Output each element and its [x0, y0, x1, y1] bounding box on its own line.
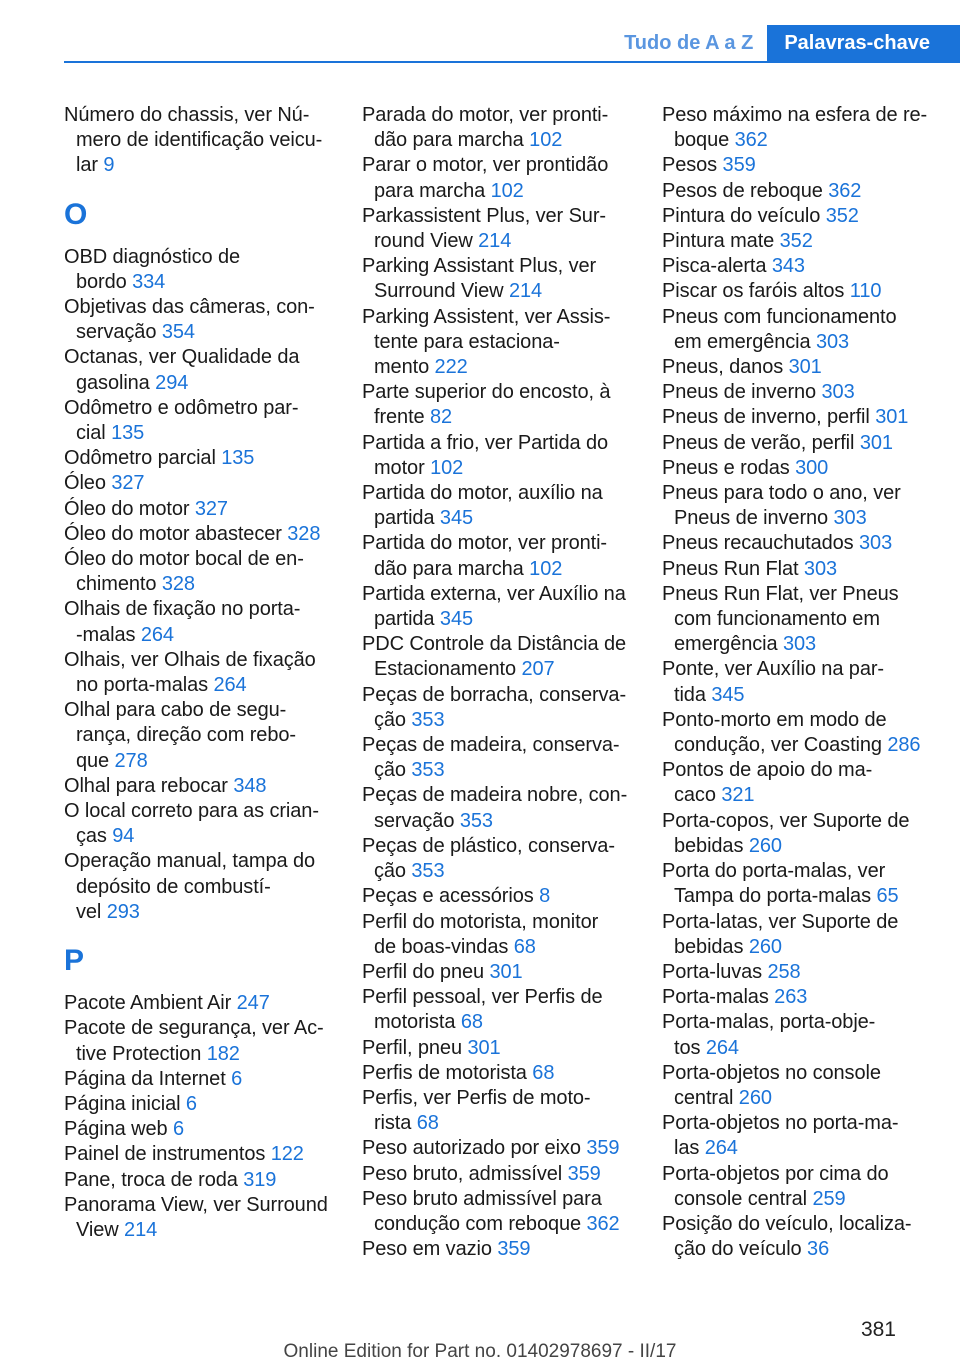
index-entry: [362, 1136, 637, 1161]
index-entry-text: Peças de madeira, conserva‐ ção: [362, 734, 620, 782]
index-entry: [362, 254, 637, 304]
page-reference-link[interactable]: 68: [416, 1112, 439, 1135]
index-entry: [662, 405, 930, 430]
index-entry: [362, 683, 637, 733]
page-reference-link[interactable]: 300: [795, 456, 829, 479]
index-entry: [662, 910, 930, 960]
index-entry-text: OBD diagnóstico de bordo: [64, 245, 241, 293]
index-entry-text: Pneus e rodas: [662, 456, 796, 479]
index-entry: [662, 380, 930, 405]
page-reference-link[interactable]: 8: [539, 885, 551, 908]
index-entry-text: Pneus para todo o ano, ver Pneus de inverno: [662, 482, 901, 530]
index-entry: [362, 783, 637, 833]
index-entry: [662, 355, 930, 380]
index-entry-text: Peso bruto, admissível: [362, 1162, 568, 1185]
index-entry: [662, 809, 930, 859]
index-entry-text: Perfil, pneu: [362, 1036, 468, 1059]
page-reference-link[interactable]: 362: [734, 129, 768, 152]
index-entry-text: Octanas, ver Qualidade da gasolina: [64, 346, 300, 394]
page-reference-link[interactable]: 303: [816, 330, 850, 353]
index-entry: [64, 547, 339, 597]
index-entry: [64, 849, 339, 925]
index-entry: [362, 1237, 637, 1262]
index-entry-text: O local correto para as crian‐ ças: [64, 800, 319, 848]
page-reference-link[interactable]: 345: [711, 683, 745, 706]
index-entry: [662, 1162, 930, 1212]
page-reference-link[interactable]: 321: [721, 784, 755, 807]
page-reference-link[interactable]: 301: [467, 1036, 501, 1059]
page-reference-link[interactable]: 264: [140, 623, 174, 646]
index-entry-text: Óleo do motor: [64, 497, 195, 520]
index-entry-text: Porta-objetos no porta-ma‐ las: [662, 1112, 899, 1160]
index-entry-text: Odômetro e odômetro par‐ cial: [64, 396, 299, 445]
page-reference-link[interactable]: 301: [489, 960, 523, 983]
index-entry: [64, 774, 339, 799]
page-reference-link[interactable]: 353: [411, 759, 445, 782]
page-reference-link[interactable]: 102: [430, 456, 464, 479]
page-reference-link[interactable]: 214: [124, 1218, 158, 1241]
page-reference-link[interactable]: 263: [774, 986, 808, 1009]
index-entry-text: Pneus, danos: [662, 356, 789, 379]
page-reference-link[interactable]: 359: [497, 1238, 531, 1261]
index-entry: [662, 153, 930, 178]
index-entry: [64, 1168, 339, 1193]
index-entry-text: Perfis de motorista: [362, 1061, 533, 1084]
page-reference-link[interactable]: 354: [161, 321, 195, 344]
index-entry-text: Número do chassis, ver Nú‐ mero de identificação veicu‐ lar: [64, 104, 323, 177]
index-entry: [662, 481, 930, 531]
page-reference-link[interactable]: 214: [478, 230, 512, 253]
index-entry: [362, 632, 637, 682]
index-entry: [662, 1212, 930, 1262]
index-entry-text: Óleo: [64, 472, 112, 495]
index-entry: [362, 481, 637, 531]
page-reference-link[interactable]: 303: [821, 381, 855, 404]
header-divider: [64, 61, 960, 63]
index-entry-text: Olhal para rebocar: [64, 774, 234, 797]
index-entry-text: Pneus com funcionamento em emergência: [662, 305, 897, 353]
index-entry: [64, 799, 339, 849]
index-entry-text: Pacote de segurança, ver Ac‐ tive Protection: [64, 1017, 324, 1065]
index-entry: [662, 254, 930, 279]
page-reference-link[interactable]: 278: [114, 749, 148, 772]
index-entry-text: Parking Assistant Plus, ver Surround View: [362, 255, 597, 303]
index-entry-text: Porta do porta-malas, ver Tampa do porta-malas: [662, 860, 886, 908]
page-reference-link[interactable]: 6: [172, 1118, 185, 1141]
index-entry: [64, 1016, 339, 1066]
page-reference-link[interactable]: 301: [859, 431, 893, 454]
index-entry-text: Ponto-morto em modo de condução, ver Coasting: [662, 708, 887, 757]
page-reference-link[interactable]: 303: [859, 532, 893, 555]
page-reference-link[interactable]: 353: [411, 708, 445, 731]
index-entry-text: Porta-copos, ver Suporte de bebidas: [662, 809, 910, 857]
page-reference-link[interactable]: 345: [439, 608, 473, 631]
index-entry-text: Porta-objetos por cima do console central: [662, 1162, 889, 1210]
index-entry: [662, 1010, 930, 1060]
index-entry: [362, 531, 637, 581]
index-entry: [64, 497, 339, 522]
page-reference-link[interactable]: 334: [132, 270, 166, 293]
page-reference-link[interactable]: 353: [459, 809, 493, 832]
index-entry: [362, 834, 637, 884]
index-entry-text: Olhal para cabo de segu‐ rança, direção com rebo‐ que: [64, 699, 296, 772]
page-reference-link[interactable]: 94: [112, 825, 135, 848]
page-reference-link[interactable]: 301: [875, 406, 909, 429]
index-entry: [64, 648, 339, 698]
page-reference-link[interactable]: 293: [106, 900, 140, 923]
index-entry: [64, 1117, 339, 1142]
index-entry: [362, 1086, 637, 1136]
index-entry-text: Óleo do motor abastecer: [64, 522, 288, 545]
page-reference-link[interactable]: 286: [887, 734, 921, 757]
index-entry: [362, 985, 637, 1035]
index-entry: [662, 758, 930, 808]
index-entry: [362, 204, 637, 254]
page-reference-link[interactable]: 328: [161, 573, 195, 596]
page-number: 381: [860, 1318, 896, 1341]
page-reference-link[interactable]: 259: [812, 1187, 846, 1210]
index-entry-text: Odômetro parcial: [64, 447, 222, 470]
index-entry: [662, 229, 930, 254]
index-entry-text: Porta-objetos no console central: [662, 1061, 881, 1109]
index-entry-text: Partida do motor, auxílio na partida: [362, 482, 603, 530]
index-entry-text: Pacote Ambient Air: [64, 992, 237, 1015]
index-entry-text: Peso em vazio: [362, 1238, 498, 1261]
page-reference-link[interactable]: 102: [490, 179, 524, 202]
index-entry: [662, 1111, 930, 1161]
index-entry-text: Porta-latas, ver Suporte de bebidas: [662, 910, 899, 958]
index-entry: [362, 305, 637, 381]
index-entry-text: Parada do motor, ver pronti‐ dão para marcha: [362, 104, 609, 152]
index-entry-text: Objetivas das câmeras, con‐ servação: [64, 296, 315, 344]
page-reference-link[interactable]: 214: [508, 280, 543, 303]
index-entry: [64, 446, 339, 471]
index-entry-text: Porta-luvas: [662, 960, 768, 983]
index-entry-text: Página web: [64, 1118, 173, 1141]
index-entry: [662, 859, 930, 909]
page-reference-link[interactable]: 303: [803, 557, 837, 580]
page-reference-link[interactable]: 264: [704, 1137, 738, 1160]
index-entry-text: Parkassistent Plus, ver Sur‐ round View: [362, 204, 606, 253]
index-entry-text: Página inicial: [64, 1092, 186, 1115]
index-entry: [662, 985, 930, 1010]
page-reference-link[interactable]: 264: [213, 674, 247, 697]
index-entry-text: Pneus de verão, perfil: [662, 431, 860, 454]
page-reference-link[interactable]: 327: [194, 497, 228, 520]
index-entry: [662, 557, 930, 582]
index-entry: [362, 582, 637, 632]
page-reference-link[interactable]: 6: [185, 1092, 197, 1115]
index-entry: [64, 396, 339, 446]
index-entry: [662, 1061, 930, 1111]
index-entry-text: Painel de instrumentos: [64, 1143, 271, 1166]
index-entry: [662, 279, 930, 304]
index-entry-text: Partida a frio, ver Partida do motor: [362, 431, 609, 479]
page-reference-link[interactable]: 362: [828, 179, 862, 202]
index-entry: [362, 153, 637, 203]
index-entry: [64, 1142, 339, 1167]
page-reference-link[interactable]: 247: [236, 992, 270, 1015]
index-entry-text: Porta-malas, porta-obje‐ tos: [662, 1011, 876, 1059]
index-entry-text: Pesos: [662, 154, 723, 177]
page-reference-link[interactable]: 207: [521, 658, 555, 681]
index-entry-text: Ponte, ver Auxílio na par‐ tida: [662, 658, 884, 706]
page-reference-link[interactable]: 260: [748, 935, 782, 958]
index-entry-text: Peso máximo na esfera de re‐ boque: [662, 104, 928, 152]
index-entry-text: Olhais, ver Olhais de fixação no porta-malas: [64, 648, 316, 697]
index-entry: [362, 1162, 637, 1187]
index-entry: [662, 103, 930, 153]
index-column-3: [662, 103, 930, 1262]
index-entry: [662, 456, 930, 481]
index-entry-text: Porta-malas: [662, 986, 775, 1009]
index-entry-text: Peças de plástico, conserva‐ ção: [362, 834, 615, 883]
index-entry: [362, 380, 637, 430]
index-entry-text: Piscar os faróis altos: [662, 280, 850, 303]
page-reference-link[interactable]: 36: [807, 1238, 830, 1261]
index-entry: [64, 471, 339, 496]
section-letter: O: [64, 197, 88, 231]
index-entry-text: Pneus de inverno, perfil: [662, 406, 876, 429]
page-reference-link[interactable]: 260: [738, 1086, 772, 1109]
index-entry: [662, 305, 930, 355]
page-reference-link[interactable]: 362: [586, 1212, 620, 1235]
page-reference-link[interactable]: 319: [243, 1168, 277, 1191]
page-reference-link[interactable]: 303: [833, 507, 867, 530]
index-entry: [662, 531, 930, 556]
header-tabs: [608, 25, 960, 62]
page-reference-link[interactable]: 102: [529, 129, 563, 152]
tab-keywords[interactable]: Palavras-chave: [767, 25, 960, 62]
index-entry: [662, 431, 930, 456]
index-column-1: [64, 103, 339, 1243]
index-entry-text: Perfil do pneu: [362, 960, 490, 983]
page-reference-link[interactable]: 182: [206, 1042, 240, 1065]
index-entry: [64, 597, 339, 647]
index-entry: [64, 245, 339, 295]
page-reference-link[interactable]: 222: [434, 356, 468, 379]
index-entry-text: Pneus de inverno: [662, 381, 822, 404]
page-reference-link[interactable]: 327: [111, 472, 145, 495]
index-column-2: [362, 103, 637, 1262]
page-reference-link[interactable]: 345: [439, 507, 473, 530]
index-entry-text: Óleo do motor bocal de en‐ chimento: [64, 548, 304, 596]
index-entry-text: Pane, troca de roda: [64, 1168, 244, 1191]
index-entry: [662, 582, 930, 658]
index-entry-text: Página da Internet: [64, 1067, 232, 1090]
index-entry-text: Parte superior do encosto, à frente: [362, 381, 611, 429]
index-entry: [662, 960, 930, 985]
page-reference-link[interactable]: 68: [460, 1011, 483, 1034]
index-entry: [662, 179, 930, 204]
page-reference-link[interactable]: 359: [567, 1162, 601, 1185]
index-entry-text: Pontos de apoio do ma‐ caco: [662, 759, 873, 807]
page-reference-link[interactable]: 343: [771, 255, 805, 278]
page-reference-link[interactable]: 6: [231, 1067, 243, 1090]
index-entry: [662, 657, 930, 707]
page-reference-link[interactable]: 135: [111, 422, 145, 445]
index-entry: [64, 103, 339, 179]
page-reference-link[interactable]: 135: [221, 447, 255, 470]
index-entry: [64, 522, 339, 547]
index-entry: [362, 431, 637, 481]
index-entry-text: Peças e acessórios: [362, 885, 540, 908]
page-reference-link[interactable]: 294: [155, 371, 189, 394]
page-reference-link[interactable]: 102: [529, 557, 563, 580]
page-reference-link[interactable]: 68: [532, 1061, 555, 1084]
index-entry: [64, 1092, 339, 1117]
page-reference-link[interactable]: 353: [411, 860, 445, 883]
index-entry: [64, 698, 339, 774]
page-reference-link[interactable]: 359: [722, 154, 756, 177]
index-entry-text: Pintura mate: [662, 230, 780, 253]
index-entry: [362, 733, 637, 783]
page-reference-link[interactable]: 258: [767, 960, 801, 983]
index-entry: [362, 1061, 637, 1086]
index-entry-text: Perfil pessoal, ver Perfis de motorista: [362, 986, 603, 1034]
index-entry-text: Peso bruto admissível para condução com reboque: [362, 1187, 602, 1235]
index-entry: [64, 991, 339, 1016]
page-reference-link[interactable]: 328: [287, 522, 321, 545]
page-reference-link[interactable]: 303: [782, 633, 817, 656]
index-entry: [64, 1067, 339, 1092]
index-entry: [64, 1193, 339, 1243]
footer-edition: Online Edition for Part no. 01402978697 - II/17: [283, 1341, 677, 1362]
page-reference-link[interactable]: 9: [103, 154, 115, 177]
index-entry: [64, 295, 339, 345]
index-entry: [362, 1036, 637, 1061]
page-reference-link[interactable]: 301: [788, 356, 822, 379]
index-entry-text: Pneus recauchutados: [662, 532, 860, 555]
index-entry: [662, 708, 930, 758]
page-reference-link[interactable]: 352: [779, 230, 813, 253]
index-entry: [362, 910, 637, 960]
index-entry-text: Olhais de fixação no porta- -malas: [64, 598, 301, 646]
page-reference-link[interactable]: 359: [586, 1137, 620, 1160]
index-entry-text: Peso autorizado por eixo: [362, 1137, 587, 1160]
page-reference-link[interactable]: 82: [430, 406, 453, 429]
page-reference-link[interactable]: 348: [233, 774, 267, 797]
index-entry-text: Pneus Run Flat, ver Pneus com funcionamento em emergência: [662, 582, 899, 656]
index-entry: [362, 1187, 637, 1237]
index-entry-text: Pesos de reboque: [662, 179, 829, 202]
tab-a-to-z[interactable]: Tudo de A a Z: [608, 25, 767, 62]
index-entry: [362, 103, 637, 153]
index-entry-text: Perfil do motorista, monitor de boas-vindas: [362, 910, 599, 958]
page-reference-link[interactable]: 264: [705, 1036, 739, 1059]
index-entry-text: Pintura do veículo: [662, 204, 826, 227]
index-entry-text: Partida do motor, ver pronti‐ dão para marcha: [362, 532, 607, 580]
page-reference-link[interactable]: 352: [825, 204, 859, 227]
index-entry-text: Pneus Run Flat: [662, 557, 804, 580]
index-entry-text: PDC Controle da Distância de Estacionamento: [362, 633, 626, 681]
index-entry-text: Posição do veículo, localiza‐ ção do veículo: [662, 1212, 912, 1261]
index-entry: [362, 884, 637, 909]
index-entry-text: Parar o motor, ver prontidão para marcha: [362, 154, 609, 202]
index-entry: [64, 345, 339, 395]
index-entry: [662, 204, 930, 229]
index-entry-text: Operação manual, tampa do depósito de combustí‐ vel: [64, 850, 315, 923]
page-reference-link[interactable]: 110: [849, 280, 882, 303]
index-entry-text: Peças de borracha, conserva‐ ção: [362, 683, 627, 731]
page-reference-link[interactable]: 65: [876, 885, 899, 908]
index-entry-text: Parking Assistent, ver Assis‐ tente para estaciona‐ mento: [362, 305, 611, 379]
index-entry-text: Pisca-alerta: [662, 255, 772, 278]
page-reference-link[interactable]: 122: [270, 1143, 304, 1166]
page-reference-link[interactable]: 260: [748, 834, 782, 857]
index-entry: [362, 960, 637, 985]
index-entry-text: Panorama View, ver Surround View: [64, 1193, 328, 1241]
page-reference-link[interactable]: 68: [513, 935, 536, 958]
index-entry-text: Peças de madeira nobre, con‐ servação: [362, 784, 628, 832]
index-entry-text: Perfis, ver Perfis de moto‐ rista: [362, 1086, 591, 1135]
index-entry-text: Partida externa, ver Auxílio na partida: [362, 582, 626, 631]
section-letter: P: [64, 944, 85, 978]
